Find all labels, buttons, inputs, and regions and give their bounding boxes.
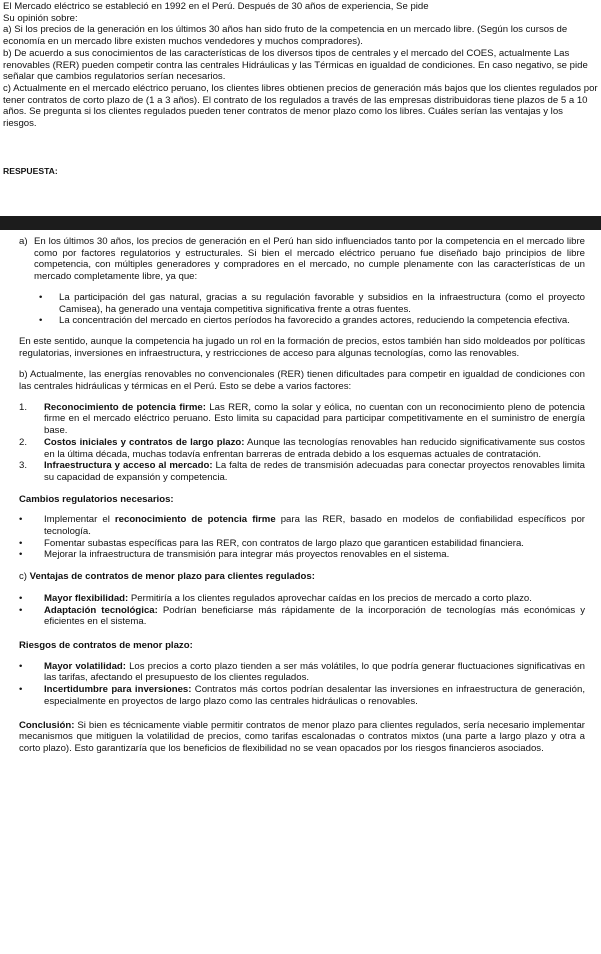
list-item (19, 538, 585, 550)
list-item (19, 460, 585, 483)
cambios-list (19, 514, 585, 561)
item-bold: Mayor flexibilidad: (44, 592, 129, 604)
respuesta-label: RESPUESTA: (3, 166, 58, 176)
item-text: Implementar el (44, 514, 115, 526)
conclusion-label: Conclusión: (19, 719, 75, 731)
conclusion-text: Si bien es técnicamente viable permitir contratos de menor plazo para clientes regulados, sería necesario implementar mecanismos que mitiguen la volatilidad de precios, como tarifas escalonadas o contratos mixtos (una parte a largo plazo y otra a corto plazo). Esto garantizaría que los beneficios de flexibilidad no se vean opacados por los riesgos financieros asociados. (19, 719, 585, 754)
item-bold: reconocimiento de potencia firme (114, 514, 276, 526)
answer-a-paragraph (19, 236, 585, 283)
item-text: para las RER, basado en modelos de confiabilidad específicos por tecnología. (44, 514, 585, 538)
list-item (19, 605, 585, 628)
list-item (19, 514, 585, 537)
list-item (19, 437, 585, 460)
list-number: 3. (19, 460, 28, 472)
factor-title: Infraestructura y acceso al mercado: (44, 460, 213, 472)
list-item: • La concentración del mercado en ciertos períodos ha favorecido a grandes actores, reduciendo la competencia efectiva. (19, 315, 585, 327)
item-bold: Mayor volatilidad: (44, 660, 126, 672)
factor-text: Las RER, como la solar y eólica, no cuentan con un reconocimiento pleno de potencia firme en el mercado eléctrico peruano. Esto limita su capacidad para participar competitivamente en el suministro de energía base. (44, 401, 585, 437)
section-divider-bar (0, 216, 601, 230)
item-text: Contratos más cortos podrían desalentar las inversiones en infraestructura de generación, especialmente en proyectos de largo plazo como las centrales hidráulicas o renovables. (44, 684, 586, 707)
question-prompt: Su opinión sobre: (3, 12, 78, 24)
riesgos-heading: Riesgos de contratos de menor plazo: (19, 639, 193, 651)
ventajas-list (19, 593, 585, 628)
c-heading (19, 571, 585, 583)
c-heading-title: Ventajas de contratos de menor plazo para clientes regulados: (29, 571, 315, 583)
answer-a-label: a) (19, 236, 28, 247)
question-item-a: a) Si los precios de la generación en los últimos 30 años han sido fruto de la competencia en un mercado libre. (Según los cursos de economía en un mercado libre existen muchos vendedores y muchos compradores). (3, 24, 568, 48)
list-item (19, 593, 585, 605)
item-text: Los precios a corto plazo tienden a ser más volátiles, lo que podría generar fluctuaciones significativas en las tarifas, afectando el presupuesto de los clientes regulados. (44, 660, 585, 684)
riesgos-list (19, 661, 585, 708)
factor-title: Reconocimiento de potencia firme: (44, 401, 206, 413)
factor-text: Aunque las tecnologías renovables han reducido significativamente sus costos en la última década, muchas todavía enfrentan barreras de entrada debido a los esquemas actuales de contratación. (44, 436, 585, 460)
list-item (19, 402, 585, 437)
question-item-b: b) De acuerdo a sus conocimientos de las características de los diversos tipos de centrales y el mercado del COES, actualmente Las renovables (RER) pueden competir contra las centrales Hidráulicas y las Térmicas en igualdad de condiciones. En caso negativo, se pide señalar que cambios regulatorios serían necesarios. (3, 47, 588, 83)
item-text: Podrían beneficiarse más rápidamente de la incorporación de tecnologías más económicas y eficientes en el sistema. (44, 604, 585, 628)
c-heading-prefix: c) (19, 571, 30, 583)
list-number: 2. (19, 436, 28, 448)
list-number: 1. (19, 401, 28, 413)
answer-a-bullets (19, 292, 585, 327)
item-bold: Incertidumbre para inversiones: (44, 684, 192, 696)
answer-block (0, 236, 601, 954)
item-text: Mejorar la infraestructura de transmisión para integrar más proyectos renovables en el sistema. (44, 549, 450, 561)
list-item (19, 549, 585, 561)
cambios-heading: Cambios regulatorios necesarios: (19, 493, 174, 505)
answer-b-intro: b) Actualmente, las energías renovables no convencionales (RER) tienen dificultades para competir en igualdad de condiciones con las centrales hidráulicas y térmicas en el Perú. Esto se debe a varios factores: (19, 369, 585, 393)
factor-title: Costos iniciales y contratos de largo plazo: (44, 436, 245, 448)
list-item (19, 661, 585, 684)
item-bold: Adaptación tecnológica: (44, 604, 158, 616)
answer-a-conclusion: En este sentido, aunque la competencia ha jugado un rol en la formación de precios, estos también han sido moldeados por políticas regulatorias, inversiones en infraestructura, y restricciones de acceso para algunas tecnologías, como las renovables. (19, 335, 585, 359)
item-text: Permitiría a los clientes regulados aprovechar caídas en los precios de mercado a corto plazo. (128, 592, 532, 604)
question-block (3, 1, 598, 130)
conclusion-paragraph (19, 720, 585, 755)
list-item: • La participación del gas natural, gracias a su regulación favorable y subsidios en la infraestructura (como el proyecto Camisea), ha generado una ventaja competitiva significativa frente a otras fuentes. (19, 292, 585, 315)
factor-text: La falta de redes de transmisión adecuadas para conectar proyectos renovables limita su capacidad de expansión y competencia. (44, 460, 585, 483)
question-item-c: c) Actualmente en el mercado eléctrico peruano, los clientes libres obtienen precios de generación más bajos que los clientes regulados por tener contratos de corto plazo de (1 a 3 años). El contrato de los regulados a través de las empresas distribuidoras tiene plazos de 5 a 10 años. Se pregunta si los clientes regulados pueden tener contratos de menor plazo como los libres. Cuáles serían las ventajas y los riesgos. (3, 82, 598, 130)
question-intro: El Mercado eléctrico se estableció en 1992 en el Perú. Después de 30 años de experiencia, Se pide (3, 1, 429, 12)
answer-a-text: En los últimos 30 años, los precios de generación en el Perú han sido influenciados tanto por la competencia en el mercado libre como por factores regulatorios y estructurales. Si bien el mercado eléctrico peruano fue diseñado bajo principios de libre competencia, con múltiples generadores y compradores en el mercado, no cumple plenamente con las características de un mercado completamente libre, ya que: (34, 236, 585, 283)
list-item (19, 684, 585, 707)
answer-b-factors (19, 402, 585, 484)
item-text: Fomentar subastas específicas para las RER, con contratos de largo plazo que garanticen estabilidad financiera. (44, 537, 524, 549)
